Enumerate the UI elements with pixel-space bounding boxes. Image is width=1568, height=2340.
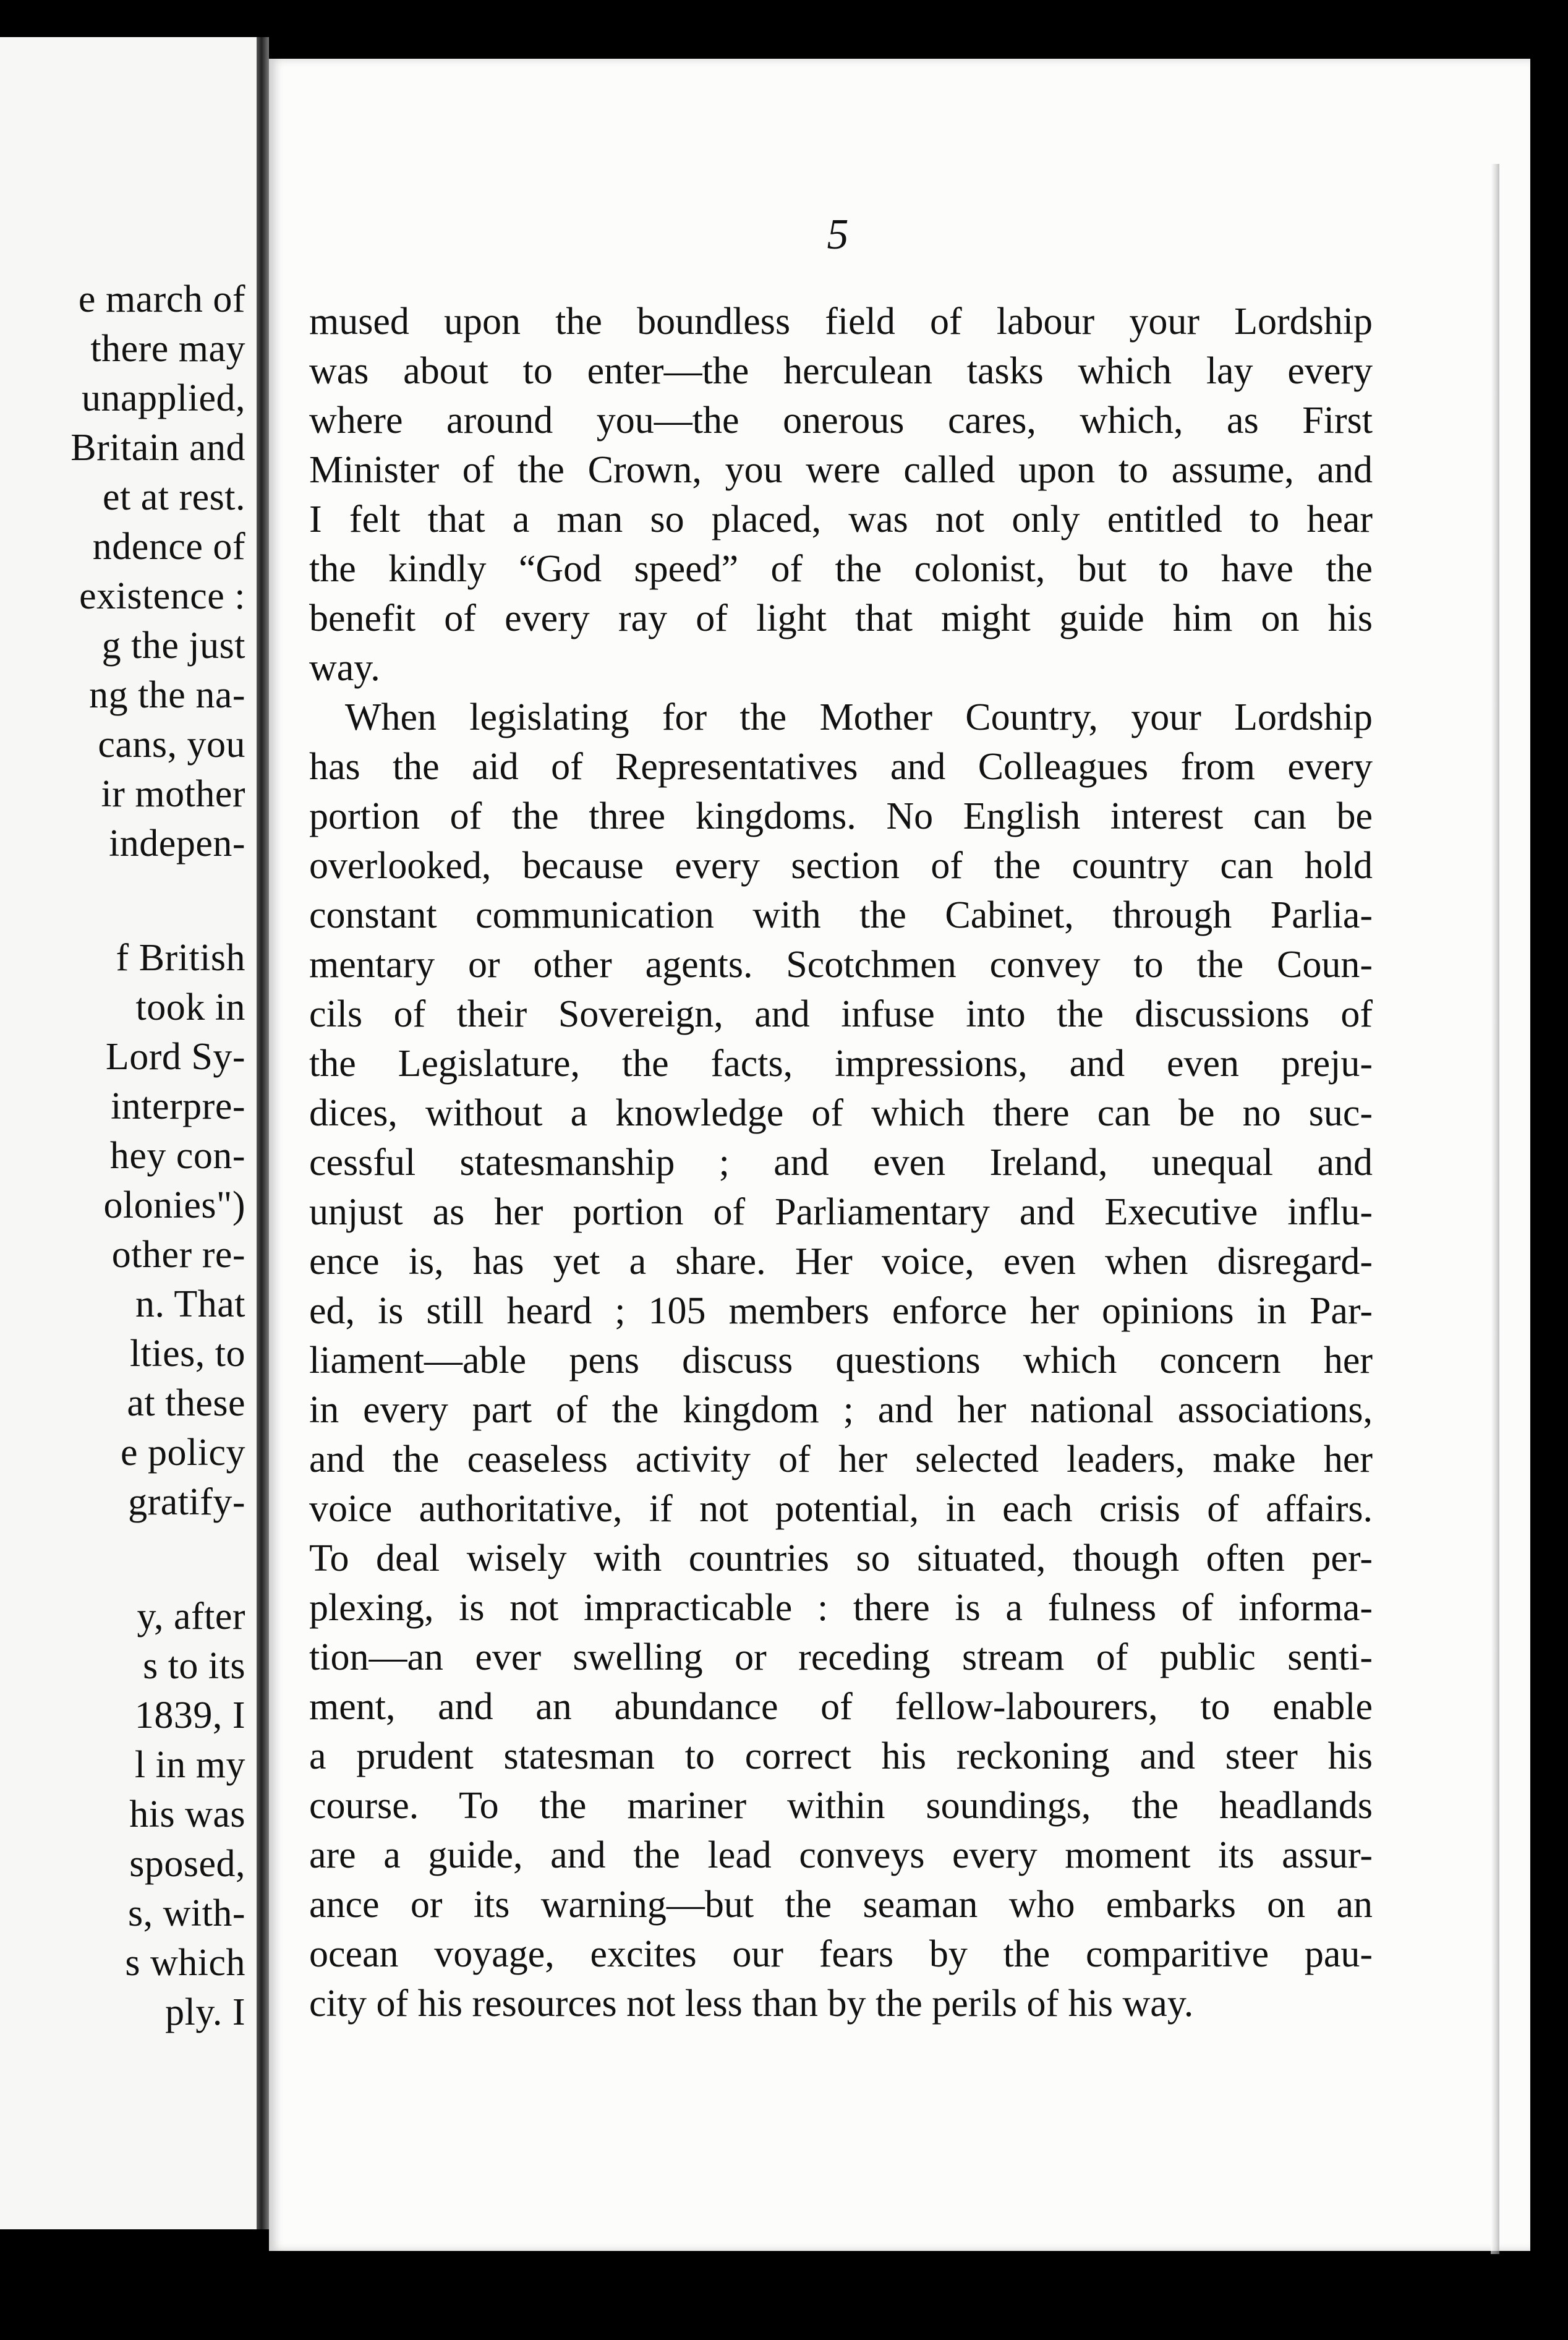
text-line: are a guide, and the lead conveys every moment its assur- (309, 1834, 1373, 1876)
text-line: course. To the mariner within soundings, the headlands (309, 1785, 1373, 1827)
text-line: voice authoritative, if not potential, in each crisis of affairs. (309, 1488, 1373, 1530)
previous-page-line: l in my (134, 1744, 245, 1786)
text-line: To deal wisely with countries so situated, though often per- (309, 1537, 1373, 1579)
page-edge (1491, 164, 1499, 2254)
text-line: unjust as her portion of Parliamentary and Executive influ- (309, 1191, 1373, 1233)
text-line: has the aid of Representatives and Colleagues from every (309, 746, 1373, 788)
previous-page-line: cans, you (98, 724, 245, 766)
text-line: the kindly “God speed” of the colonist, but to have the (309, 548, 1373, 590)
previous-page-line: s to its (143, 1645, 245, 1687)
text-line: Minister of the Crown, you were called upon to assume, and (309, 449, 1373, 491)
text-line: ocean voyage, excites our fears by the comparitive pau- (309, 1933, 1373, 1975)
text-line: city of his resources not less than by the perils of his way. (309, 1983, 1194, 2025)
text-line: and the ceaseless activity of her selected leaders, make her (309, 1438, 1373, 1480)
previous-page-line: et at rest. (102, 476, 245, 518)
previous-page-line: existence : (79, 575, 245, 617)
previous-page-line: interpre- (111, 1085, 245, 1127)
previous-page-line: y, after (137, 1595, 245, 1638)
previous-page-line: at these (127, 1382, 245, 1424)
previous-page-line: indepen- (109, 822, 245, 865)
text-line: where around you—the onerous cares, which, as First (309, 399, 1373, 442)
text-line: overlooked, because every section of the country can hold (309, 845, 1373, 887)
previous-page-line: ndence of (92, 526, 245, 568)
text-line: plexing, is not impracticable : there is a fulness of informa- (309, 1587, 1373, 1629)
text-line: cessful statesmanship ; and even Ireland, unequal and (309, 1142, 1373, 1184)
previous-page-line: unapplied, (82, 377, 245, 419)
text-line: cils of their Sovereign, and infuse into the discussions of (309, 993, 1373, 1035)
text-line: constant communication with the Cabinet, through Parlia- (309, 894, 1373, 936)
text-line: mused upon the boundless field of labour your Lordship (309, 301, 1373, 343)
previous-page-line: sposed, (129, 1843, 245, 1885)
previous-page-line: e march of (78, 278, 245, 320)
text-line: benefit of every ray of light that might guide him on his (309, 597, 1373, 639)
previous-page-line: gratify- (128, 1481, 245, 1523)
text-line: liament—able pens discuss questions which concern her (309, 1339, 1373, 1381)
previous-page-line: s, with- (128, 1892, 245, 1934)
text-line: in every part of the kingdom ; and her national associations, (309, 1389, 1373, 1431)
previous-page-line: hey con- (109, 1135, 245, 1177)
previous-page-line: s which (125, 1942, 245, 1984)
previous-page-line: lties, to (129, 1333, 245, 1375)
previous-page-line: g the just (101, 625, 245, 667)
text-line: was about to enter—the herculean tasks which lay every (309, 350, 1373, 392)
previous-page-line: 1839, I (134, 1694, 245, 1736)
previous-page-line: ng the na- (89, 674, 245, 716)
previous-page-fragment (0, 37, 257, 2229)
body-text (309, 297, 1373, 2028)
text-line: the Legislature, the facts, impressions, and even preju- (309, 1043, 1373, 1085)
previous-page-line: Lord Sy- (105, 1036, 245, 1078)
text-line: ence is, has yet a share. Her voice, even when disregard- (309, 1240, 1373, 1283)
previous-page-line: olonies") (103, 1184, 245, 1226)
text-line: tion—an ever swelling or receding stream of public senti- (309, 1636, 1373, 1678)
text-line: I felt that a man so placed, was not only entitled to hear (309, 498, 1373, 540)
previous-page-line: Britain and (70, 427, 245, 469)
previous-page-line: ir mother (101, 773, 245, 815)
text-line: ment, and an abundance of fellow-labourers, to enable (309, 1686, 1373, 1728)
previous-page-line: other re- (111, 1234, 245, 1276)
text-line: way. (309, 647, 380, 689)
previous-page-line: n. That (135, 1283, 245, 1325)
previous-page-line: f British (116, 937, 245, 979)
text-line: ed, is still heard ; 105 members enforce her opinions in Par- (309, 1290, 1373, 1332)
page (269, 59, 1530, 2251)
book-spine (257, 37, 269, 2229)
text-line: a prudent statesman to correct his reckoning and steer his (309, 1735, 1373, 1777)
text-line: portion of the three kingdoms. No English interest can be (309, 795, 1373, 837)
previous-page-line: e policy (121, 1432, 245, 1474)
text-line: mentary or other agents. Scotchmen convey to the Coun- (309, 944, 1373, 986)
page-number: 5 (827, 211, 849, 258)
previous-page-line: ply. I (165, 1991, 245, 2033)
previous-page-line: took in (135, 986, 245, 1028)
paragraph-first-line: When legislating for the Mother Country, your Lordship (345, 696, 1373, 738)
text-line: ance or its warning—but the seaman who embarks on an (309, 1884, 1373, 1926)
text-line: dices, without a knowledge of which there can be no suc- (309, 1092, 1373, 1134)
previous-page-line: there may (90, 328, 245, 370)
previous-page-line: his was (129, 1793, 245, 1835)
